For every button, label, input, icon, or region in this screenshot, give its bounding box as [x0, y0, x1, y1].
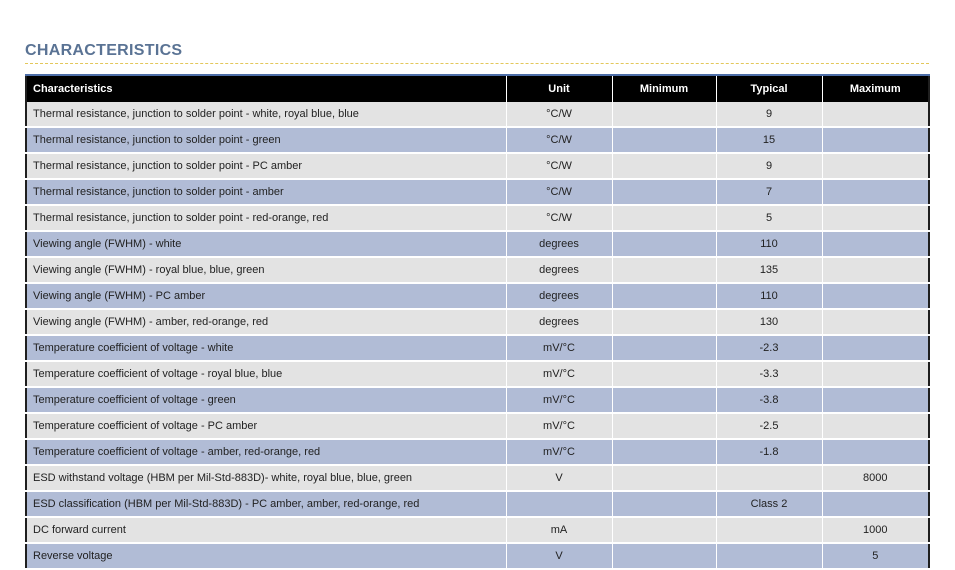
cell-minimum — [612, 231, 716, 257]
cell-unit: degrees — [506, 257, 612, 283]
cell-minimum — [612, 127, 716, 153]
cell-typical: 130 — [716, 309, 822, 335]
cell-typical: 9 — [716, 102, 822, 127]
cell-characteristic: Thermal resistance, junction to solder point - amber — [26, 179, 506, 205]
cell-maximum — [822, 413, 929, 439]
table-row — [26, 465, 929, 491]
cell-typical: 15 — [716, 127, 822, 153]
table-row — [26, 439, 929, 465]
cell-maximum — [822, 231, 929, 257]
cell-characteristic: Viewing angle (FWHM) - amber, red-orange, red — [26, 309, 506, 335]
cell-unit: V — [506, 465, 612, 491]
cell-maximum — [822, 127, 929, 153]
cell-unit: mV/°C — [506, 335, 612, 361]
cell-typical — [716, 465, 822, 491]
table-row — [26, 491, 929, 517]
cell-characteristic: ESD classification (HBM per Mil-Std-883D) - PC amber, amber, red-orange, red — [26, 491, 506, 517]
header-typical: Typical — [716, 75, 822, 102]
cell-unit: mV/°C — [506, 387, 612, 413]
table-row — [26, 257, 929, 283]
table-row — [26, 231, 929, 257]
cell-minimum — [612, 179, 716, 205]
header-characteristics: Characteristics — [26, 75, 506, 102]
table-row — [26, 127, 929, 153]
table-body — [26, 102, 929, 569]
cell-typical: -2.3 — [716, 335, 822, 361]
table-row — [26, 543, 929, 569]
table-row — [26, 309, 929, 335]
cell-minimum — [612, 543, 716, 569]
cell-unit: °C/W — [506, 153, 612, 179]
cell-typical — [716, 543, 822, 569]
cell-unit: mV/°C — [506, 361, 612, 387]
cell-minimum — [612, 283, 716, 309]
cell-minimum — [612, 517, 716, 543]
cell-minimum — [612, 465, 716, 491]
cell-unit — [506, 491, 612, 517]
cell-typical: 7 — [716, 179, 822, 205]
cell-characteristic: DC forward current — [26, 517, 506, 543]
cell-maximum — [822, 335, 929, 361]
cell-unit: mA — [506, 517, 612, 543]
table-row — [26, 283, 929, 309]
table-row — [26, 179, 929, 205]
cell-maximum — [822, 205, 929, 231]
cell-unit: degrees — [506, 231, 612, 257]
cell-typical: 135 — [716, 257, 822, 283]
cell-characteristic: Temperature coefficient of voltage - amber, red-orange, red — [26, 439, 506, 465]
cell-typical — [716, 517, 822, 543]
cell-typical: -3.8 — [716, 387, 822, 413]
cell-minimum — [612, 491, 716, 517]
table-row — [26, 153, 929, 179]
cell-characteristic: Temperature coefficient of voltage - PC amber — [26, 413, 506, 439]
table-row — [26, 517, 929, 543]
cell-maximum — [822, 439, 929, 465]
cell-maximum — [822, 387, 929, 413]
cell-characteristic: ESD withstand voltage (HBM per Mil-Std-883D)- white, royal blue, blue, green — [26, 465, 506, 491]
cell-typical: -1.8 — [716, 439, 822, 465]
cell-maximum: 8000 — [822, 465, 929, 491]
header-maximum: Maximum — [822, 75, 929, 102]
cell-unit: mV/°C — [506, 439, 612, 465]
cell-maximum — [822, 309, 929, 335]
cell-minimum — [612, 153, 716, 179]
cell-maximum — [822, 491, 929, 517]
table-row — [26, 413, 929, 439]
cell-typical: Class 2 — [716, 491, 822, 517]
cell-minimum — [612, 309, 716, 335]
cell-maximum — [822, 102, 929, 127]
header-unit: Unit — [506, 75, 612, 102]
cell-maximum — [822, 153, 929, 179]
cell-typical: -3.3 — [716, 361, 822, 387]
cell-typical: -2.5 — [716, 413, 822, 439]
cell-maximum — [822, 361, 929, 387]
cell-characteristic: Viewing angle (FWHM) - PC amber — [26, 283, 506, 309]
cell-minimum — [612, 387, 716, 413]
table-header-row — [26, 75, 929, 102]
title-divider — [25, 63, 929, 64]
cell-unit: degrees — [506, 309, 612, 335]
cell-characteristic: Temperature coefficient of voltage - green — [26, 387, 506, 413]
cell-typical: 9 — [716, 153, 822, 179]
cell-minimum — [612, 361, 716, 387]
cell-minimum — [612, 335, 716, 361]
section-title: CHARACTERISTICS — [25, 42, 183, 59]
cell-characteristic: Thermal resistance, junction to solder point - red-orange, red — [26, 205, 506, 231]
cell-characteristic: Viewing angle (FWHM) - white — [26, 231, 506, 257]
cell-characteristic: Thermal resistance, junction to solder point - white, royal blue, blue — [26, 102, 506, 127]
cell-characteristic: Viewing angle (FWHM) - royal blue, blue, green — [26, 257, 506, 283]
cell-unit: °C/W — [506, 205, 612, 231]
cell-minimum — [612, 257, 716, 283]
cell-maximum — [822, 179, 929, 205]
cell-maximum — [822, 283, 929, 309]
cell-typical: 110 — [716, 231, 822, 257]
cell-minimum — [612, 205, 716, 231]
cell-unit: degrees — [506, 283, 612, 309]
cell-unit: V — [506, 543, 612, 569]
cell-characteristic: Thermal resistance, junction to solder point - PC amber — [26, 153, 506, 179]
table-row — [26, 205, 929, 231]
cell-characteristic: Thermal resistance, junction to solder point - green — [26, 127, 506, 153]
cell-minimum — [612, 102, 716, 127]
cell-minimum — [612, 413, 716, 439]
cell-maximum: 1000 — [822, 517, 929, 543]
cell-unit: °C/W — [506, 102, 612, 127]
cell-characteristic: Reverse voltage — [26, 543, 506, 569]
cell-minimum — [612, 439, 716, 465]
cell-maximum: 5 — [822, 543, 929, 569]
cell-unit: mV/°C — [506, 413, 612, 439]
cell-characteristic: Temperature coefficient of voltage - royal blue, blue — [26, 361, 506, 387]
cell-unit: °C/W — [506, 179, 612, 205]
header-minimum: Minimum — [612, 75, 716, 102]
cell-characteristic: Temperature coefficient of voltage - white — [26, 335, 506, 361]
cell-typical: 5 — [716, 205, 822, 231]
table-row — [26, 102, 929, 127]
cell-unit: °C/W — [506, 127, 612, 153]
cell-maximum — [822, 257, 929, 283]
table-row — [26, 335, 929, 361]
cell-typical: 110 — [716, 283, 822, 309]
table-row — [26, 361, 929, 387]
characteristics-table — [25, 74, 930, 570]
table-row — [26, 387, 929, 413]
